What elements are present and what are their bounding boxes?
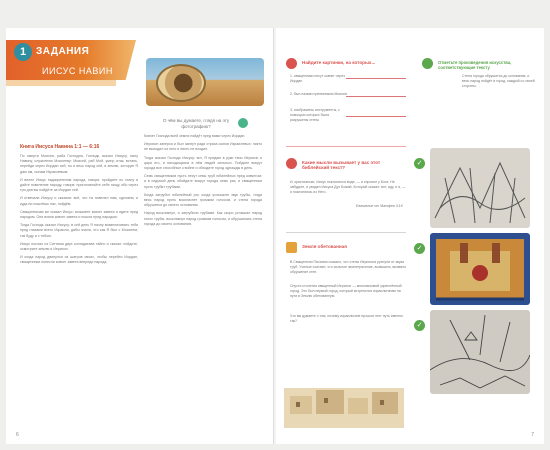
- paragraph: Тогда сказал Господь Иисусу: вот, Я предаю в руки твои Иерихон и царя его, и находящихся в нём людей сильных. Пойдите вокруг города все способные к войне и обходите город однажды в день.: [144, 155, 262, 171]
- task3-paragraph: В Священном Писании сказано, что стены Иерихона рухнули от звука труб. Ученые считают, что сильное землетрясение, возможно, вызвало обрушение стен.: [290, 260, 407, 274]
- paragraph: Народ воскликнул, и затрубили трубами. Как скоро услышал народ голос трубы, воскликнул народ громким голосом, и обрушилась стена города до своего основания.: [144, 211, 262, 226]
- answer-line[interactable]: [346, 96, 406, 97]
- task2-ref: Евангелие от Матфея 3:16: [356, 204, 403, 208]
- task1-item: 1. священники несут ковчег через Иордан: [290, 74, 345, 83]
- ribbon-accent: [6, 80, 116, 86]
- paragraph: Священникам же сказал Иисус: возьмите ковчег завета и идите пред народом. Они взяли ковчег завета и пошли пред народом.: [20, 209, 138, 220]
- page-number-right: 7: [531, 432, 534, 438]
- promised-land-box: [286, 242, 412, 362]
- paragraph: По смерти Моисея, раба Господня, Господь сказал Иисусу, сыну Навину, служителю Моисееву: Моисей, раб Мой, умер; итак, встань, перейди через Иордан сей, ты и весь народ сей, в землю, которую Я даю им, сынам Израилевым.: [20, 154, 138, 174]
- task2-title: Какие мысли вызывает у вас этот библейский текст?: [302, 160, 381, 171]
- photo-question: О чём вы думаете, глядя на эту фотографию?: [162, 118, 230, 130]
- divider: [286, 232, 406, 233]
- engraving-battle: [430, 148, 530, 228]
- task1-item: 2. был назван преемником Моисея: [290, 92, 347, 96]
- aside-text: Стена города обрушится до основания, и весь народ пойдёт в город, каждый со своей стороны.: [462, 74, 535, 88]
- task-thoughts: [286, 158, 412, 228]
- task3-title: Земля обетованная: [302, 244, 347, 249]
- magnifier-icon: [286, 58, 297, 69]
- task1-item: 3. изображены инструменты, с помощью которых были разрушены стены: [290, 108, 340, 122]
- section-number-badge: 1: [14, 43, 32, 61]
- answer-line[interactable]: [346, 116, 406, 117]
- paragraph: Ковчег Господа всей земли пойдёт пред вами через Иордан.: [144, 134, 246, 138]
- text-column-2: [144, 134, 262, 230]
- paragraph: И когда народ двинулся из шатров своих, чтобы перейти Иордан, священники понесли ковчег завета впереди народа.: [20, 255, 138, 265]
- task1-title: Найдите картинки, на которых...: [302, 60, 376, 65]
- paragraph: Иисус послал из Ситтима двух соглядатаев тайно и сказал: пойдите, осмотрите землю и Иерихон.: [20, 241, 138, 252]
- shofar-horn-image: [156, 64, 206, 102]
- paragraph: Семь священников пусть несут семь труб юбилейных пред ковчегом; а в седьмой день обойдите вокруг города семь раз, и священники пусть трубят трубами.: [144, 174, 262, 189]
- aside-title: Отметьте произведения искусства, соответствующие тексту: [438, 60, 512, 70]
- answer-line[interactable]: [346, 78, 406, 79]
- left-page: [6, 28, 274, 444]
- section-title: ЗАДАНИЯ: [36, 46, 90, 57]
- paragraph: И велел Иисус надзирателям народа, говоря: пройдите по стану и дайте повеление народу, говоря: приготовляйте себе пищу, ибо через три дня вы пойдёте за Иордан сей.: [20, 177, 138, 193]
- horn-photo: [146, 58, 264, 106]
- checkbox-icon[interactable]: ✓: [414, 158, 425, 169]
- task2-text: И, кристиански, Иисус поклонялся воде, — и спросил у Бога: Не забудьте, и увидел Иисуса Дух Божий, Который сказал: вот, иду, и я, — я поклоняюсь из Него.: [290, 180, 406, 194]
- paragraph: Когда затрубит юбилейный рог, когда услышите звук трубы, тогда весь народ пусть воскликнет громким голосом, и стена города обрушится до своего основания.: [144, 192, 262, 208]
- checkbox-icon[interactable]: ✓: [414, 320, 425, 331]
- scripture-reference: Книга Иисуса Навина 1:1 — 6:16: [20, 144, 100, 150]
- page-number-left: 6: [16, 432, 19, 438]
- palette-icon: [422, 58, 433, 69]
- paragraph: Тогда Господь сказал Иисусу: в сей день Я начну возвеличивать тебя пред глазами всего Израиля, дабы знали, что как Я был с Моисеем, так буду и с тобою.: [20, 223, 138, 238]
- task3-paragraph: Что вы думаете о том, почему израильтяне прошли этот путь именно так?: [290, 314, 403, 323]
- ancient-town-illustration: [284, 368, 404, 428]
- thought-bubble-icon: [286, 158, 297, 169]
- paragraph: Иерихон заперся и был заперт ради страха сынов Израилевых: никто не выходил из него и никто не входил.: [144, 142, 262, 152]
- checkbox-icon[interactable]: ✓: [414, 243, 425, 254]
- divider: [286, 146, 406, 147]
- map-icon: [286, 242, 297, 253]
- task3-paragraph: Спустя столетия священный Иерихон — многовековой укреплённый город. Это был первый город, который встретился израильтянам на пути в Землю обетованную.: [290, 284, 402, 298]
- engraving-collapse: [430, 310, 530, 394]
- miniature-walls-of-jericho: [430, 233, 530, 305]
- task-find-pictures: [286, 58, 412, 138]
- chapter-title: ИИСУС НАВИН: [42, 66, 113, 76]
- right-page: [276, 28, 544, 444]
- text-column-1: [20, 154, 138, 269]
- camera-icon: [238, 118, 248, 128]
- paragraph: И отвечали Иисусу и сказали: всё, что ты повелел нам, сделаем, и куда ни пошлёшь нас, пойдём.: [20, 196, 138, 206]
